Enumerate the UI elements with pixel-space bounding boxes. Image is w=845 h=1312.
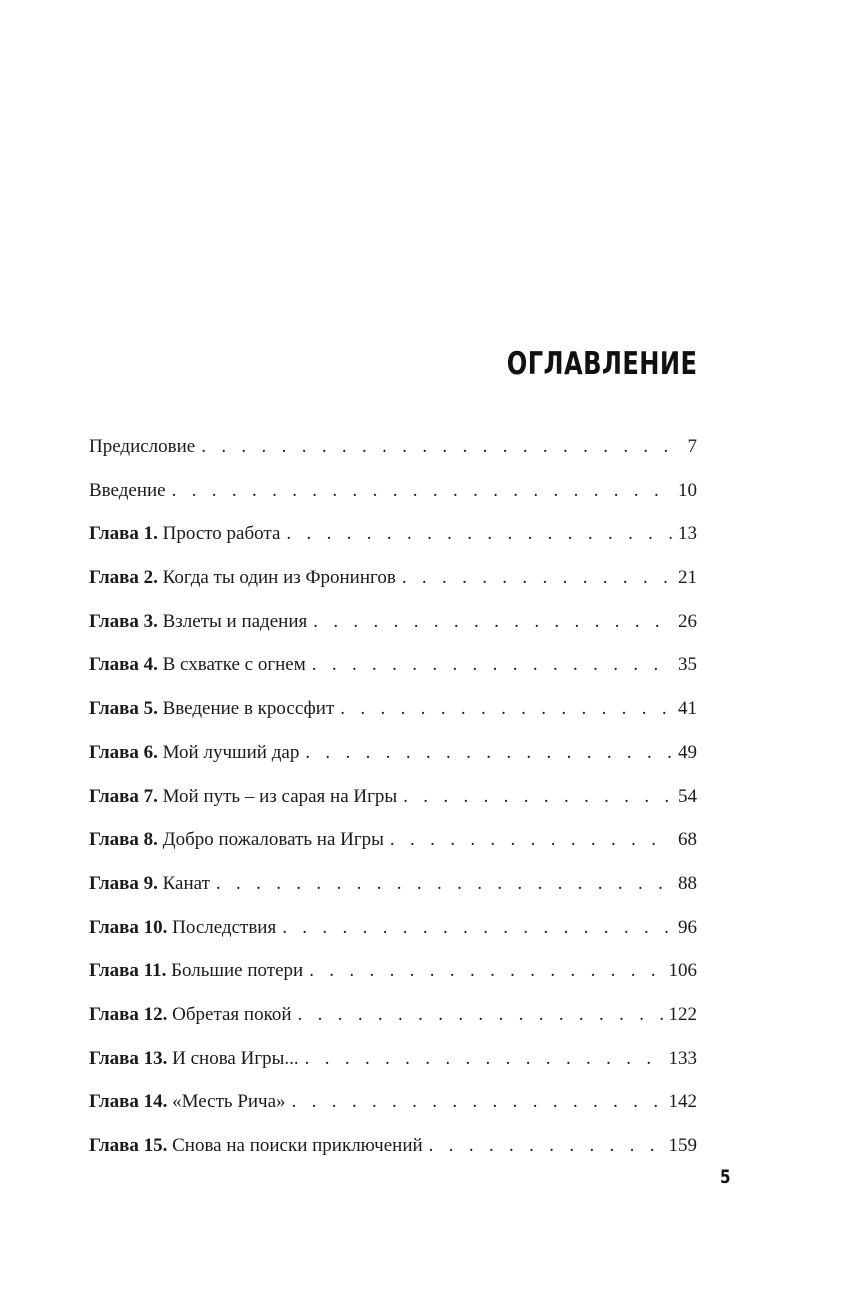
toc-entry-label <box>89 1087 286 1117</box>
toc-entry-title: Последствия <box>172 916 277 938</box>
toc-entry-label <box>89 432 195 462</box>
toc-entry-chapter-5[interactable] <box>89 694 697 738</box>
toc-entry-title: И снова Игры... <box>172 1047 299 1069</box>
toc-entry-page: 10 <box>678 479 697 501</box>
toc-entry-title: Большие потери <box>171 960 304 982</box>
toc-entry-title: Введение в кроссфит <box>162 698 335 720</box>
toc-entry-label <box>89 519 280 549</box>
toc-entry-title: Обретая покой <box>172 1003 292 1025</box>
dot-leader <box>201 432 681 462</box>
toc-entry-title: Снова на поиски приключений <box>172 1135 423 1156</box>
toc-entry-page: 26 <box>678 610 697 632</box>
chapter-number: Глава 2. <box>89 567 158 589</box>
dot-leader <box>402 563 672 593</box>
toc-entry-chapter-15[interactable] <box>89 1131 697 1175</box>
toc-entry-page: 68 <box>678 829 697 851</box>
toc-entry-label <box>89 956 303 986</box>
toc-entry-label <box>89 913 276 943</box>
toc-entry-label <box>89 1131 423 1161</box>
toc-entry-title: Добро пожаловать на Игры <box>162 829 384 851</box>
toc-entry-title: «Месть Рича» <box>172 1091 286 1113</box>
toc-entry-page: 96 <box>678 916 697 938</box>
toc-entry-title: Просто работа <box>162 523 281 545</box>
chapter-number: Глава 5. <box>89 698 158 720</box>
toc-entry-page: 88 <box>678 872 697 894</box>
toc-entry-page: 142 <box>668 1091 697 1113</box>
toc-entry-title: Взлеты и падения <box>162 610 308 632</box>
chapter-number: Глава 8. <box>89 829 158 851</box>
dot-leader <box>286 519 672 549</box>
table-of-contents <box>89 432 697 1175</box>
toc-entry-label <box>89 738 299 768</box>
toc-entry-page: 41 <box>678 698 697 720</box>
toc-entry-title: В схватке с огнем <box>162 654 306 676</box>
toc-entry-page: 49 <box>678 741 697 763</box>
dot-leader <box>429 1131 663 1161</box>
toc-entry-label <box>89 782 397 812</box>
chapter-number: Глава 14. <box>89 1091 168 1113</box>
toc-entry-chapter-14[interactable] <box>89 1087 697 1131</box>
toc-entry-title: Когда ты один из Фронингов <box>162 567 396 589</box>
toc-entry-label <box>89 1000 292 1030</box>
toc-entry-chapter-7[interactable] <box>89 782 697 826</box>
dot-leader <box>390 825 672 855</box>
toc-entry-title: Предисловие <box>89 436 196 457</box>
chapter-number: Глава 3. <box>89 610 158 632</box>
dot-leader <box>312 650 672 680</box>
toc-entry-label <box>89 1044 299 1074</box>
toc-entry-page: 122 <box>668 1003 697 1025</box>
toc-entry-page: 21 <box>678 567 697 589</box>
toc-entry-title: Мой лучший дар <box>162 741 300 763</box>
chapter-number: Глава 13. <box>89 1047 168 1069</box>
dot-leader <box>282 913 672 943</box>
dot-leader <box>340 694 672 724</box>
toc-entry-title: Введение <box>89 479 166 501</box>
toc-entry-label <box>89 650 306 680</box>
page-number: 5 <box>720 1166 731 1188</box>
dot-leader <box>172 476 672 506</box>
chapter-number: Глава 12. <box>89 1003 168 1025</box>
dot-leader <box>313 607 672 637</box>
toc-entry-chapter-1[interactable] <box>89 519 697 563</box>
chapter-number: Глава 10. <box>89 916 168 938</box>
toc-entry-label <box>89 563 396 593</box>
toc-entry-chapter-11[interactable] <box>89 956 697 1000</box>
chapter-number: Глава 1. <box>89 523 158 545</box>
toc-entry-page: 13 <box>678 523 697 545</box>
toc-entry-page: 106 <box>668 960 697 982</box>
toc-entry-title: Канат <box>162 872 210 894</box>
dot-leader <box>309 956 662 986</box>
toc-entry-page: 54 <box>678 785 697 807</box>
dot-leader <box>305 1044 663 1074</box>
toc-entry-chapter-8[interactable] <box>89 825 697 869</box>
toc-entry-chapter-3[interactable] <box>89 607 697 651</box>
toc-entry-title: Мой путь – из сарая на Игры <box>162 785 398 807</box>
toc-entry-chapter-12[interactable] <box>89 1000 697 1044</box>
chapter-number: Глава 6. <box>89 741 158 763</box>
toc-entry-chapter-13[interactable] <box>89 1044 697 1088</box>
toc-entry-label <box>89 476 166 506</box>
dot-leader <box>216 869 672 899</box>
toc-entry-chapter-9[interactable] <box>89 869 697 913</box>
chapter-number: Глава 15. <box>89 1135 168 1156</box>
toc-entry-preface[interactable] <box>89 432 697 476</box>
toc-entry-label <box>89 694 334 724</box>
toc-entry-label <box>89 825 384 855</box>
chapter-number: Глава 4. <box>89 654 158 676</box>
toc-entry-chapter-6[interactable] <box>89 738 697 782</box>
toc-entry-chapter-4[interactable] <box>89 650 697 694</box>
chapter-number: Глава 9. <box>89 872 158 894</box>
toc-entry-page: 35 <box>678 654 697 676</box>
page-title: ОГЛАВЛЕНИЕ <box>506 346 697 382</box>
dot-leader <box>305 738 672 768</box>
toc-entry-label <box>89 607 307 637</box>
toc-entry-page: 133 <box>668 1047 697 1069</box>
dot-leader <box>292 1087 663 1117</box>
chapter-number: Глава 7. <box>89 785 158 807</box>
toc-entry-chapter-10[interactable] <box>89 913 697 957</box>
toc-entry-page: 7 <box>687 436 697 457</box>
toc-entry-page: 159 <box>668 1135 697 1156</box>
dot-leader <box>298 1000 663 1030</box>
dot-leader <box>403 782 672 812</box>
chapter-number: Глава 11. <box>89 960 167 982</box>
toc-entry-label <box>89 869 210 899</box>
toc-entry-chapter-2[interactable] <box>89 563 697 607</box>
toc-entry-introduction[interactable] <box>89 476 697 520</box>
